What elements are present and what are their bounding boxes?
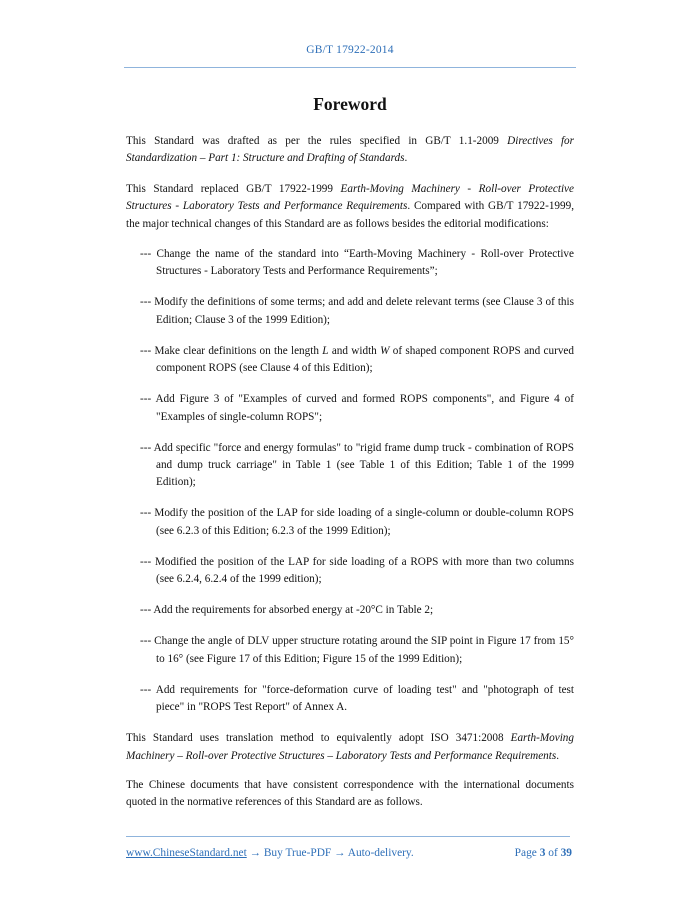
- page-number: 3: [539, 847, 546, 859]
- page-title: Foreword: [313, 94, 387, 114]
- text-span: of shaped component ROPS and curved component ROPS (see Clause 4 of this Edition);: [156, 344, 574, 375]
- change-item: --- Change the angle of DLV upper structure rotating around the SIP point in Figure 17 from 15° to 16° (see Figure 17 of this Edition; Figure 15 of the 1999 Edition);: [140, 635, 574, 665]
- footer: [126, 847, 572, 859]
- site-link[interactable]: www.ChineseStandard.net: [126, 847, 247, 859]
- italic-title: Directives for Standardization – Part 1: Structure and Drafting of Standards: [126, 135, 574, 165]
- italic-title: Earth-Moving Machinery – Roll-over Protective Structures – Laboratory Tests and Performance Requirements: [126, 732, 574, 762]
- change-item: --- Add Figure 3 of "Examples of curved and formed ROPS components", and Figure 4 of "Examples of single-column ROPS";: [140, 393, 574, 423]
- text-span: and width: [328, 344, 381, 357]
- buy-text: → Buy True-PDF → Auto-delivery.: [246, 847, 414, 859]
- change-item: --- Add specific "force and energy formulas" to "rigid frame dump truck - combination of ROPS and dump truck carriage" in Table 1 (see Table 1 of this Edition; Table 1 of the 1999 Edition);: [140, 441, 574, 489]
- intro-paragraph-2: [126, 181, 574, 233]
- change-item-dimensions: [140, 343, 574, 378]
- change-item: --- Change the name of the standard into “Earth-Moving Machinery - Roll-over Protective Structures - Laboratory Tests and Performance Requirements”;: [140, 248, 574, 278]
- header-rule: [124, 67, 576, 68]
- intro-paragraph-1: [126, 133, 574, 168]
- page-indicator: [515, 847, 572, 859]
- adoption-paragraph: [126, 730, 574, 765]
- italic-title: Earth-Moving Machinery - Roll-over Protective Structures - Laboratory Tests and Performance Requirements: [126, 182, 574, 213]
- italic-var: W: [380, 344, 390, 357]
- text-span: This Standard replaced GB/T 17922-1999: [126, 182, 341, 195]
- references-paragraph: The Chinese documents that have consistent correspondence with the international documents quoted in the normative references of this Standard are as follows.: [126, 778, 574, 809]
- of-label: of: [548, 847, 558, 859]
- change-item: --- Modified the position of the LAP for side loading of a ROPS with more than two columns (see 6.2.4, 6.2.4 of the 1999 edition);: [140, 555, 574, 586]
- text-span: This Standard was drafted as per the rules specified in GB/T 1.1-2009: [126, 135, 508, 147]
- text-span: This Standard uses translation method to equivalently adopt ISO 3471:2008: [126, 732, 511, 745]
- change-item: --- Add requirements for "force-deformation curve of loading test" and "photograph of test piece" in "ROPS Test Report" of Annex A.: [140, 683, 574, 714]
- text-span: .: [556, 749, 560, 762]
- page-total: 39: [560, 847, 572, 859]
- text-span: . Compared with GB/T 17922-1999, the major technical changes of this Standard are as follows besides the editorial modifications:: [126, 200, 574, 230]
- footer-rule: [126, 836, 570, 837]
- change-item: --- Modify the definitions of some terms; and add and delete relevant terms (see Clause 3 of this Edition; Clause 3 of the 1999 Edition);: [140, 296, 574, 326]
- change-item: --- Modify the position of the LAP for side loading of a single-column or double-column ROPS (see 6.2.3 of this Edition; 6.2.3 of the 1999 Edition);: [140, 507, 574, 537]
- text-span: .: [404, 152, 408, 165]
- header-code: GB/T 17922-2014: [306, 44, 394, 56]
- change-item: --- Add the requirements for absorbed energy at -20°C in Table 2;: [140, 604, 434, 617]
- page-label: Page: [514, 847, 537, 859]
- foreword-body: [126, 133, 574, 825]
- italic-var: L: [322, 344, 329, 357]
- text-span: --- Make clear definitions on the length: [140, 344, 323, 357]
